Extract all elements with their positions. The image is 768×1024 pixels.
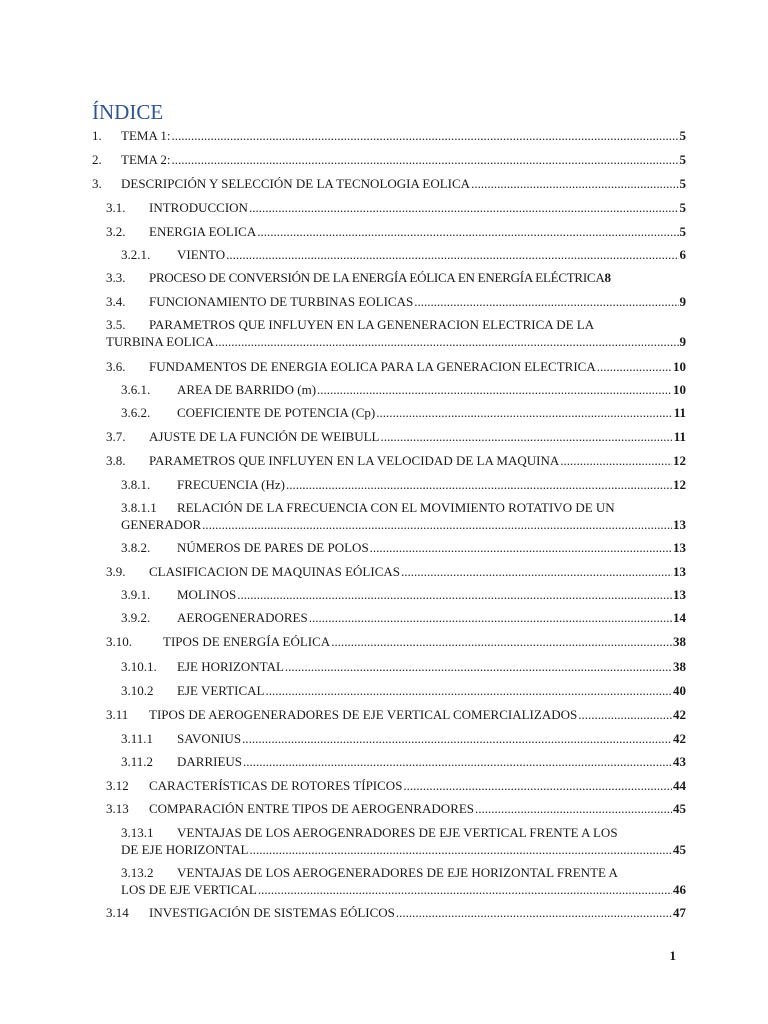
toc-leader-dots (578, 706, 672, 723)
toc-entry-page: 47 (673, 905, 686, 920)
toc-title: ÍNDICE (92, 100, 164, 124)
toc-entry-page: 11 (673, 405, 686, 420)
toc-leader-dots (285, 658, 672, 675)
toc-entry-label: TEMA 1: (121, 128, 171, 143)
toc-leader-dots (243, 753, 672, 770)
toc-leader-dots (171, 151, 678, 168)
toc-entry-label: INVESTIGACIÓN DE SISTEMAS EÓLICOS (149, 905, 395, 920)
toc-entry-label: AEROGENERADORES (177, 610, 308, 625)
toc-entry-label: DARRIEUS (177, 754, 243, 769)
toc-entry-page: 14 (673, 610, 686, 625)
toc-entry-page: 13 (673, 517, 686, 532)
toc-entry-label: TIPOS DE ENERGÍA EÓLICA (163, 634, 331, 649)
toc-entry-label: COMPARACIÓN ENTRE TIPOS DE AEROGENRADORES (149, 801, 475, 816)
toc-entry-number: 3.12 (106, 778, 129, 793)
toc-entry[interactable] (92, 175, 686, 192)
toc-entry-page: 10 (673, 359, 686, 374)
toc-entry-label: PROCESO DE CONVERSIÓN DE LA ENERGÍA EÓLICA EN ENERGÍA ELÉCTRICA (149, 270, 605, 285)
toc-entry-label: CARACTERÍSTICAS DE ROTORES TÍPICOS (149, 778, 403, 793)
toc-entry-label-continued: DE EJE HORIZONTAL (121, 842, 249, 857)
toc-entry-number: 3.10.2 (121, 683, 154, 698)
toc-entry[interactable] (106, 563, 686, 580)
toc-leader-dots (258, 881, 672, 898)
toc-entry-page: 11 (673, 429, 686, 444)
toc-entry-number: 3.8. (106, 453, 126, 468)
toc-entry-label: VIENTO (177, 247, 226, 262)
toc-entry-number: 3.13.2 (121, 865, 154, 880)
toc-entry-label: VENTAJAS DE LOS AEROGENERADORES DE EJE HORIZONTAL FRENTE A (177, 865, 618, 880)
toc-entry-page: 5 (679, 152, 686, 167)
toc-entry-number: 3.4. (106, 294, 126, 309)
toc-entry[interactable] (121, 476, 686, 493)
toc-entry-number: 3.6. (106, 359, 126, 374)
toc-entry-page: 6 (679, 247, 686, 262)
toc-entry-number: 3.2. (106, 224, 126, 239)
toc-entry-page: 13 (673, 587, 686, 602)
toc-entry-label: CLASIFICACION DE MAQUINAS EÓLICAS (149, 564, 400, 579)
toc-leader-dots (331, 633, 672, 650)
toc-entry-label: PARAMETROS QUE INFLUYEN EN LA GENENERACION ELECTRICA DE LA (149, 317, 595, 332)
toc-entry[interactable] (121, 404, 686, 421)
toc-entry-number: 3. (92, 176, 102, 191)
toc-leader-dots (376, 404, 672, 421)
toc-entry-number: 3.10.1. (121, 659, 157, 674)
toc-entry[interactable] (121, 864, 686, 898)
toc-entry-label: FUNDAMENTOS DE ENERGIA EOLICA PARA LA GENERACION ELECTRICA (149, 359, 596, 374)
toc-entry[interactable] (106, 269, 686, 286)
toc-entry-number: 3.8.2. (121, 540, 151, 555)
toc-entry-page: 38 (673, 634, 686, 649)
toc-entry-number: 3.11 (106, 707, 129, 722)
toc-entry[interactable] (121, 539, 686, 556)
toc-entry-label: NÚMEROS DE PARES DE POLOS (177, 540, 369, 555)
toc-entry-label: EJE VERTICAL (177, 683, 265, 698)
toc-entry-label: FUNCIONAMIENTO DE TURBINAS EOLICAS (149, 294, 414, 309)
toc-entry-page: 5 (679, 224, 686, 239)
toc-entry[interactable] (106, 199, 686, 216)
toc-entry-label: INTRODUCCION (149, 200, 248, 215)
toc-leader-dots (560, 452, 672, 469)
toc-entry-label: DESCRIPCIÓN Y SELECCIÓN DE LA TECNOLOGIA EOLICA (121, 176, 471, 191)
toc-entry-label: TEMA 2: (121, 152, 171, 167)
toc-entry-label: SAVONIUS (177, 731, 242, 746)
toc-entry-number: 3.5. (106, 317, 126, 332)
toc-entry-number: 3.2.1. (121, 247, 151, 262)
toc-entry-label: FRECUENCIA (Hz) (177, 477, 285, 492)
toc-entry[interactable] (121, 730, 686, 747)
toc-leader-dots (471, 175, 678, 192)
toc-entry-number: 3.8.1.1 (121, 500, 157, 515)
toc-entry[interactable] (106, 452, 686, 469)
toc-entry-number: 3.8.1. (121, 477, 151, 492)
toc-leader-dots (250, 841, 673, 858)
toc-entry[interactable] (121, 609, 686, 626)
toc-entry[interactable] (121, 381, 686, 398)
toc-entry-number: 3.13.1 (121, 825, 154, 840)
toc-entry-label: RELACIÓN DE LA FRECUENCIA CON EL MOVIMIENTO ROTATIVO DE UN (177, 500, 615, 515)
toc-entry-page: 12 (673, 477, 686, 492)
toc-entry-label-continued: GENERADOR (121, 517, 202, 532)
toc-entry-label-continued: TURBINA EOLICA (106, 334, 214, 349)
toc-entry-page: 9 (679, 334, 686, 349)
toc-leader-dots (242, 730, 672, 747)
toc-leader-dots (597, 358, 672, 375)
toc-entry[interactable] (121, 586, 686, 603)
toc-entry-page: 8 (604, 270, 611, 285)
toc-entry[interactable] (106, 293, 686, 310)
toc-entry-page: 10 (673, 382, 686, 397)
toc-entry-number: 3.14 (106, 905, 129, 920)
toc-entry[interactable] (121, 246, 686, 263)
toc-leader-dots (202, 516, 672, 533)
toc-entry-number: 3.7. (106, 429, 126, 444)
toc-entry-page: 45 (673, 801, 686, 816)
toc-leader-dots (317, 381, 672, 398)
toc-entry-label: VENTAJAS DE LOS AEROGENRADORES DE EJE VERTICAL FRENTE A LOS (177, 825, 618, 840)
toc-leader-dots (475, 800, 672, 817)
toc-leader-dots (257, 223, 678, 240)
toc-entry[interactable] (106, 904, 686, 921)
toc-entry-number: 3.9.1. (121, 587, 151, 602)
toc-entry-page: 13 (673, 540, 686, 555)
toc-entry-number: 3.6.2. (121, 405, 151, 420)
toc-entry-number: 3.6.1. (121, 382, 151, 397)
page-number: 1 (669, 948, 676, 963)
toc-leader-dots (237, 586, 672, 603)
toc-entry-page: 43 (673, 754, 686, 769)
toc-entry-label: TIPOS DE AEROGENERADORES DE EJE VERTICAL COMERCIALIZADOS (149, 707, 578, 722)
toc-leader-dots (396, 904, 672, 921)
toc-entry-label-continued: LOS DE EJE VERTICAL (121, 882, 257, 897)
toc-entry[interactable] (121, 682, 686, 699)
toc-entry-page: 5 (679, 200, 686, 215)
toc-entry[interactable] (121, 499, 686, 533)
toc-leader-dots (265, 682, 672, 699)
toc-entry-page: 12 (673, 453, 686, 468)
toc-leader-dots (414, 293, 678, 310)
toc-leader-dots (403, 777, 672, 794)
toc-entry-label: ENERGIA EOLICA (149, 224, 257, 239)
toc-leader-dots (249, 199, 679, 216)
toc-entry-page: 42 (673, 731, 686, 746)
toc-entry[interactable] (121, 753, 686, 770)
toc-entry[interactable] (106, 358, 686, 375)
toc-entry-page: 45 (673, 842, 686, 857)
toc-entry-number: 3.11.1 (121, 731, 154, 746)
toc-entry[interactable] (92, 151, 686, 168)
toc-entry-number: 3.3. (106, 270, 126, 285)
toc-entry-label: EJE HORIZONTAL (177, 659, 284, 674)
toc-entry-page: 44 (673, 778, 686, 793)
toc-entry-page: 13 (673, 564, 686, 579)
toc-entry-page: 5 (679, 128, 686, 143)
toc-entry[interactable] (106, 633, 686, 650)
toc-entry-label: AJUSTE DE LA FUNCIÓN DE WEIBULL (149, 429, 380, 444)
toc-leader-dots (381, 428, 673, 445)
toc-leader-dots (370, 539, 672, 556)
toc-leader-dots (171, 127, 678, 144)
toc-entry-page: 40 (673, 683, 686, 698)
toc-entry[interactable] (121, 658, 686, 675)
toc-leader-dots (215, 333, 679, 350)
toc-entry-page: 46 (673, 882, 686, 897)
toc-entry[interactable] (106, 428, 686, 445)
toc-entry-page: 9 (679, 294, 686, 309)
toc-entry-number: 3.9.2. (121, 610, 151, 625)
toc-entry-page: 42 (673, 707, 686, 722)
toc-entry-number: 3.1. (106, 200, 126, 215)
toc-entry[interactable] (106, 706, 686, 723)
toc-entry-page: 38 (673, 659, 686, 674)
toc-leader-dots (309, 609, 672, 626)
toc-entry-label: COEFICIENTE DE POTENCIA (Cp) (177, 405, 376, 420)
toc-leader-dots (401, 563, 672, 580)
toc-entry[interactable] (106, 223, 686, 240)
toc-entry-page: 5 (679, 176, 686, 191)
toc-entry-number: 2. (92, 152, 102, 167)
toc-leader-dots (286, 476, 672, 493)
toc-entry-number: 3.13 (106, 801, 129, 816)
toc-entry-label: MOLINOS (177, 587, 237, 602)
toc-entry-number: 3.11.2 (121, 754, 154, 769)
toc-entry-number: 1. (92, 128, 102, 143)
toc-entry-number: 3.9. (106, 564, 126, 579)
toc-entry[interactable] (106, 316, 686, 350)
toc-entry-number: 3.10. (106, 634, 132, 649)
toc-entry[interactable] (106, 800, 686, 817)
toc-leader-dots (226, 246, 678, 263)
toc-entry-label: AREA DE BARRIDO (m) (177, 382, 317, 397)
toc-entry[interactable] (106, 777, 686, 794)
toc-entry[interactable] (121, 824, 686, 858)
toc-entry-label: PARAMETROS QUE INFLUYEN EN LA VELOCIDAD DE LA MAQUINA (149, 453, 560, 468)
toc-entry[interactable] (92, 127, 686, 144)
